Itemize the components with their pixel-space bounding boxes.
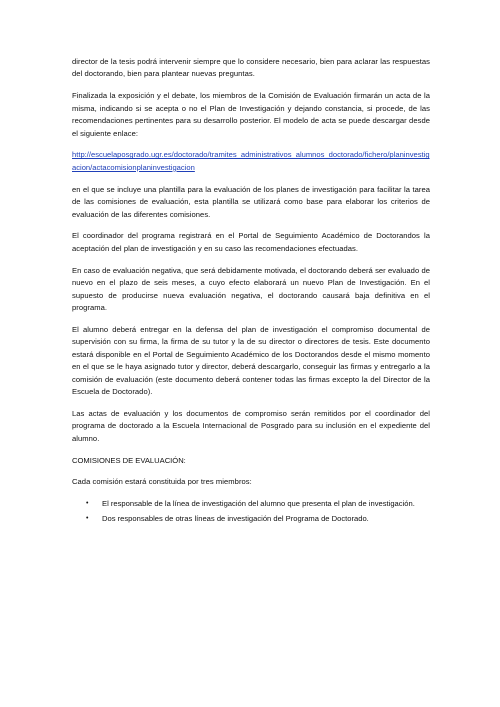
paragraph-plantilla: en el que se incluye una plantilla para la evaluación de los planes de investigación para facilitar la tarea de las comisiones de evaluación, esta plantilla se utilizará como base para elaborar los criterios de evaluación de las diferentes comisiones. xyxy=(72,184,430,219)
paragraph-coordinador-registro: El coordinador del programa registrará en el Portal de Seguimiento Académico de Doctorandos la aceptación del plan de investigación y en su caso las recomendaciones efectuadas. xyxy=(72,231,430,253)
paragraph-evaluacion-negativa: En caso de evaluación negativa, que será debidamente motivada, el doctorando deberá ser evaluado de nuevo en el plazo de seis meses, a cuyo efecto elaborará un nuevo Plan de Investigación. En el supuesto de producirse nueva evaluación negativa, el doctorando causará baja definitiva en el programa. xyxy=(72,265,430,312)
bullet-icon: • xyxy=(86,500,89,508)
paragraph-acta-firma: Finalizada la exposición y el debate, los miembros de la Comisión de Evaluación firmarán un acta de la misma, indicando si se acepta o no el Plan de Investigación y dejando constancia, si procede, de las recomendaciones pertinentes para su desarrollo posterior. El modelo de acta se puede descargar desde el siguiente enlace: xyxy=(72,91,430,138)
acta-model-link[interactable]: http://escuelaposgrado.ugr.es/doctorado/tramites_administrativos_alumnos_doctorado/fichero/planinvestigacion/actacomisionplaninvestigacion xyxy=(72,150,430,172)
paragraph-remision-actas: Las actas de evaluación y los documentos de compromiso serán remitidos por el coordinador del programa de doctorado a la Escuela Internacional de Posgrado para su inclusión en el expediente del alumno. xyxy=(72,408,430,443)
paragraph-compromiso-documental: El alumno deberá entregar en la defensa del plan de investigación el compromiso documental de supervisión con su firma, la firma de su tutor y la de su director o directores de tesis. Este documento estará disponible en el Portal de Seguimiento Académico de los Doctorandos desde el mismo momento en el que se le haya asignado tutor y director, deberá descargarlo, conseguir las firmas y entregarlo a la comisión de evaluación (este documento deberá contener todas las firmas excepto la del Director de la Escuela de Doctorado). xyxy=(72,324,430,396)
bullet-icon: • xyxy=(86,514,89,522)
list-item xyxy=(86,513,430,525)
section-heading: COMISIONES DE EVALUACIÓN: xyxy=(72,455,186,465)
paragraph-director-intervention: director de la tesis podrá intervenir siempre que lo considere necesario, bien para aclarar las respuestas del doctorando, bien para plantear nuevas preguntas. xyxy=(72,57,430,79)
list-item xyxy=(86,498,430,510)
committee-members-list xyxy=(72,498,430,525)
list-item-text: Dos responsables de otras líneas de investigación del Programa de Doctorado. xyxy=(102,513,369,523)
list-item-text: El responsable de la línea de investigación del alumno que presenta el plan de investigación. xyxy=(102,499,415,509)
section-intro: Cada comisión estará constituida por tres miembros: xyxy=(72,477,252,487)
